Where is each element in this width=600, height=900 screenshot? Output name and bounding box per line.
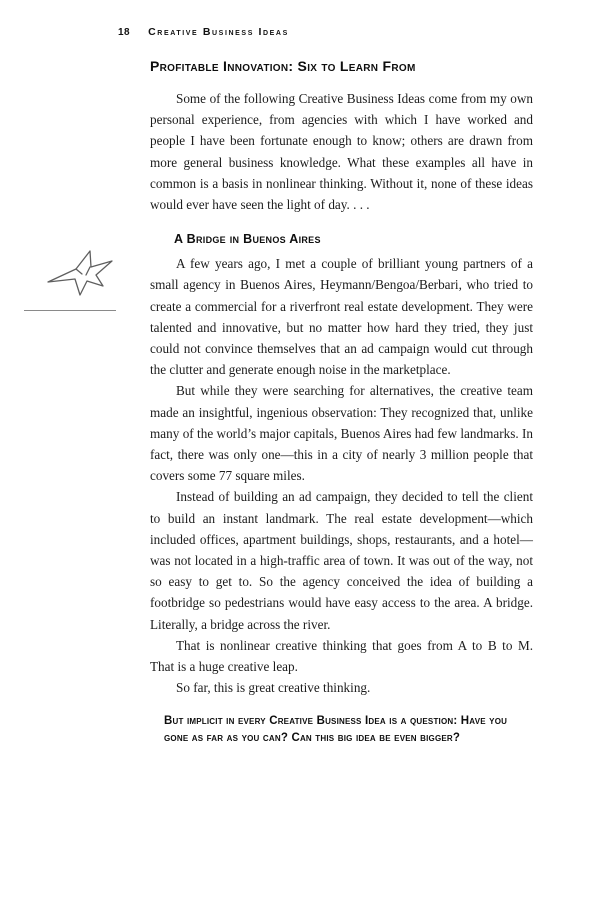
paragraph: Instead of building an ad campaign, they decided to tell the client to build an instant landmark. The real estate development—which included offices, apartment buildings, shops, restaurants, and a hotel—was not located in a high-traffic area of town. It was out of the way, not so easy to get to. So the agency conceived the idea of building a footbridge so pedestrians would have easy access to the area. A bridge. Literally, a bridge across the river. [150, 489, 533, 632]
paragraph: But while they were searching for alternatives, the creative team made an insightful, ingenious observation: They recognized that, unlike many of the world’s major capitals, Buenos Aires had few landmarks. In fact, there was only one—this in a city of nearly 3 million people that covers some 77 square miles. [150, 383, 533, 484]
running-head-title: Creative Business Ideas [148, 26, 289, 38]
page-number: 18 [118, 27, 131, 38]
star-doodle-icon [46, 248, 118, 306]
paragraph: So far, this is great creative thinking. [176, 680, 371, 696]
paragraph: A few years ago, I met a couple of brilliant young partners of a small agency in Buenos Aires, Heymann/Bengoa/Berbari, who tried to create a commercial for a riverfront real estate development. They were talented and innovative, but no matter how hard they tried, they just could not convince themselves that an ad campaign would cut through the clutter and generate enough noise in the marketplace. [150, 256, 533, 378]
intro-paragraph: Some of the following Creative Business Ideas come from my own personal experience, from agencies with which I have worked and people I have been fortunate enough to know; others are drawn from more general business knowledge. What these examples all have in common is a basis in nonlinear thinking. Without it, none of these ideas would ever have seen the light of day. . . . [150, 91, 533, 213]
margin-rule [24, 310, 116, 311]
section-title: Profitable Innovation: Six to Learn From [150, 58, 416, 74]
paragraph: That is nonlinear creative thinking that goes from A to B to M. That is a huge creative leap. [150, 637, 533, 675]
subsection-title: A Bridge in Buenos Aires [174, 232, 321, 247]
page-content [150, 58, 533, 747]
running-header [118, 26, 289, 38]
margin-art [24, 248, 134, 318]
callout: But implicit in every Creative Business Idea is a question: Have you gone as far as you can? Can this big idea be even bigger? [164, 715, 508, 745]
